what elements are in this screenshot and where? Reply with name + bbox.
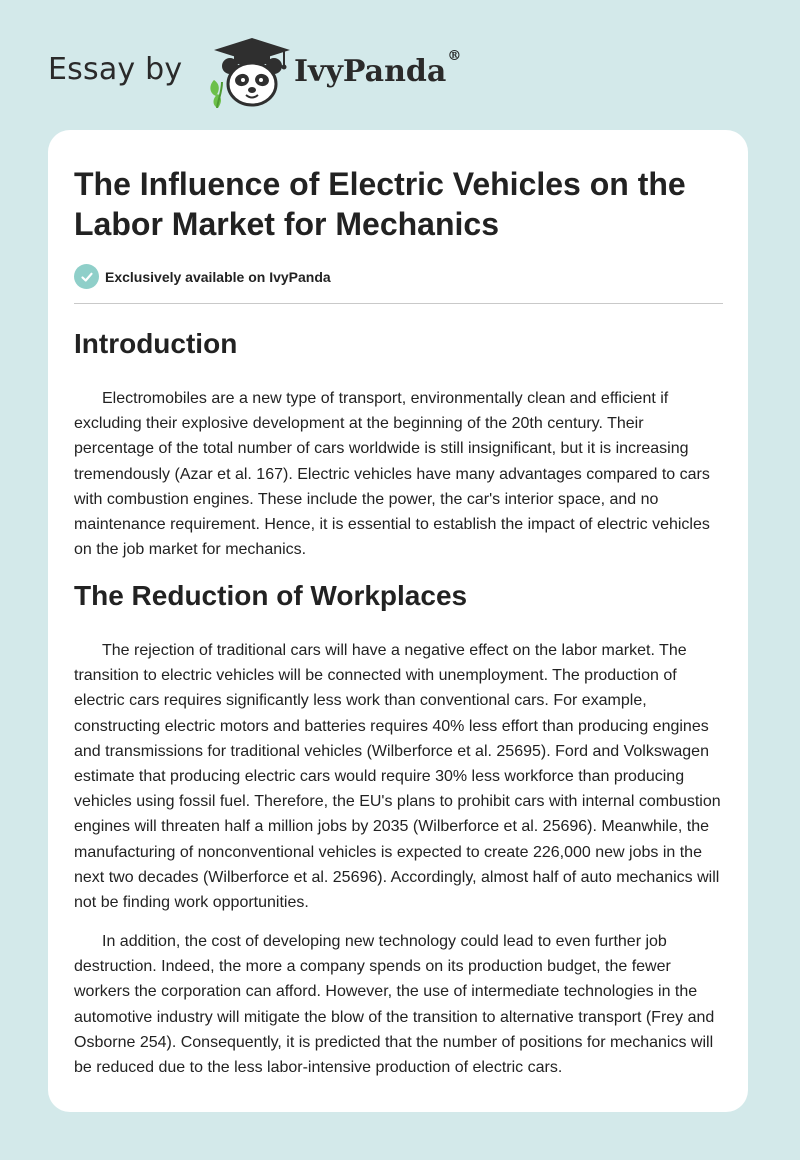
divider: [74, 303, 723, 304]
check-icon: [74, 264, 99, 289]
section-heading-reduction: The Reduction of Workplaces: [74, 580, 468, 611]
paragraph-introduction: Electromobiles are a new type of transport, environmentally clean and efficient if excluding their explosive development at the beginning of the 20th century. Their percentage of the total number of cars worldwide is still insignificant, but it is increasing tremendously (Azar et al. 167). Electric vehicles have many advantages compared to cars with combustion engines. These include the power, the car's interior space, and no maintenance requirement. Hence, it is essential to establish the impact of electric vehicles on the job market for mechanics.: [74, 390, 710, 559]
exclusive-badge: [74, 264, 331, 289]
brand-name-text: IvyPanda: [294, 54, 447, 89]
brand-prefix: Essay by: [48, 52, 183, 87]
ivypanda-logo[interactable]: [200, 36, 292, 108]
registered-mark: ®: [447, 48, 462, 64]
paragraph-reduction-2: In addition, the cost of developing new technology could lead to even further job destruction. Indeed, the more a company spends on its production budget, the fewer workers the corporation can afford. However, the use of intermediate technologies in the automotive industry will mitigate the blow of the transition to alternative transport (Frey and Osborne 254). Consequently, it is predicted that the number of positions for mechanics will be reduced due to the less labor-intensive production of electric cars.: [74, 933, 715, 1077]
brand-name: [294, 48, 462, 89]
paragraph-reduction-1: The rejection of traditional cars will have a negative effect on the labor market. The transition to electric vehicles will be connected with unemployment. The production of electric cars requires significantly less work than conventional cars. For example, constructing electric motors and batteries requires 40% less effort than producing engines and transmissions for traditional vehicles (Wilberforce et al. 25695). Ford and Volkswagen estimate that producing electric cars would require 30% less workforce than producing vehicles using fossil fuel. Therefore, the EU's plans to prohibit cars with internal combustion engines will threaten half a million jobs by 2035 (Wilberforce et al. 25696). Meanwhile, the manufacturing of nonconventional vehicles is expected to create 226,000 new jobs in the next two decades (Wilberforce et al. 25696). Accordingly, almost half of auto mechanics will not be finding work opportunities.: [74, 642, 721, 912]
exclusive-label: Exclusively available on IvyPanda: [105, 268, 331, 285]
site-header: [0, 0, 800, 130]
essay-title: The Influence of Electric Vehicles on the Labor Market for Mechanics: [74, 166, 686, 242]
essay-card: [48, 130, 748, 1112]
section-heading-introduction: Introduction: [74, 328, 238, 359]
